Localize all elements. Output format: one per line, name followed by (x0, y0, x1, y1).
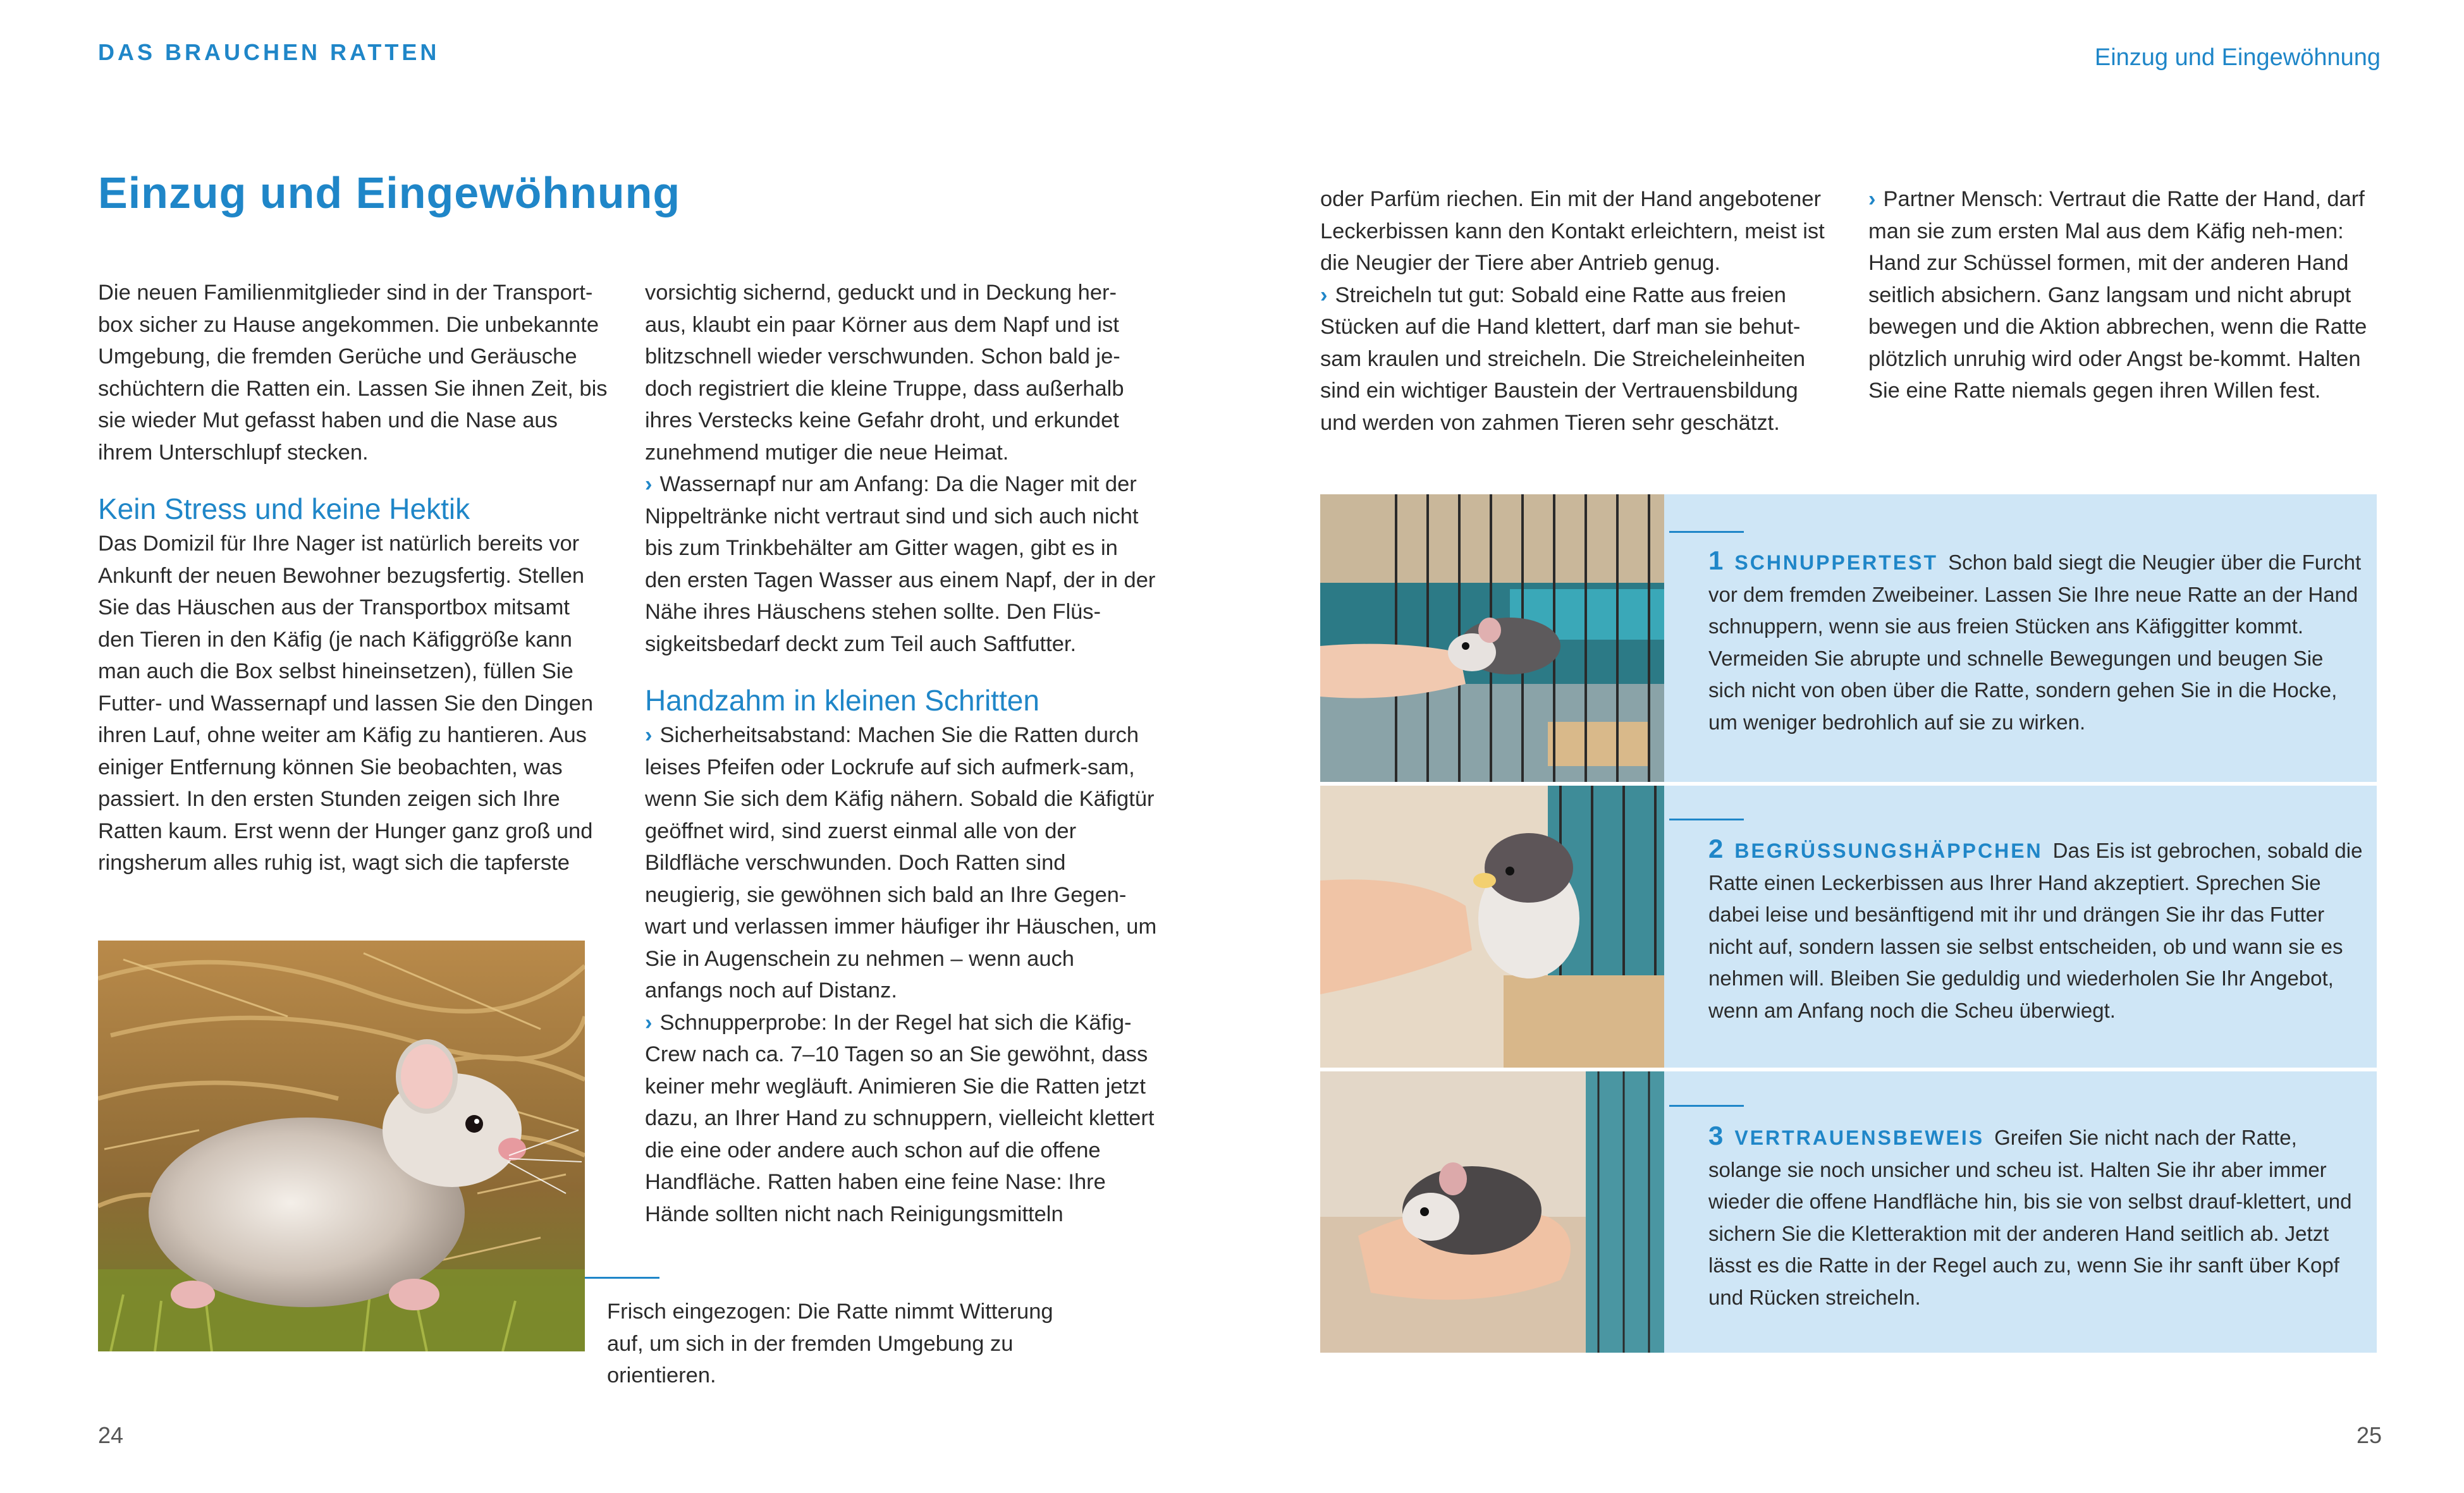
step-3 (1708, 1120, 2366, 1313)
chevron-right-icon: › (1320, 283, 1328, 307)
step-keyword: VERTRAUENSBEWEIS (1734, 1126, 1985, 1149)
step-number: 1 (1708, 545, 1724, 575)
step-rule-1 (1669, 531, 1744, 533)
chevron-right-icon: › (1868, 187, 1876, 211)
column-4 (1868, 183, 2374, 407)
column-1 (98, 277, 609, 879)
chevron-right-icon: › (645, 1010, 653, 1035)
page-title: Einzug und Eingewöhnung (98, 168, 681, 217)
paragraph-sicherheitsabstand: Sicherheitsabstand: Machen Sie die Ratten durch leises Pfeifen oder Lockrufe auf sich aufmerk-sam, wenn Sie sich dem Käfig nähern. Sobald die Käfigtür geöffnet wird, sind zuerst einmal alle von der Bildfläche verschwunden. Doch Ratten sind neugierig, sie gewöhnen sich bald an Ihre Gegen-wart und verlassen immer häufiger ihr Häuschen, um Sie in Augenschein zu nehmen – wenn auch anfangs noch auf Distanz. (645, 723, 1157, 1002)
page-number-left: 24 (98, 1422, 124, 1448)
column-2 (645, 277, 1157, 1230)
paragraph-parfum: oder Parfüm riechen. Ein mit der Hand angebotener Leckerbissen kann den Kontakt erleichtern, meist ist die Neugier der Tiere aber Antrieb genug. (1320, 187, 1825, 275)
step-text: Schon bald siegt die Neugier über die Furcht vor dem fremden Zweibeiner. Lassen Sie Ihre neue Ratte an der Hand schnuppern, wenn sie aus freien Stücken ans Käfiggitter kommt. Vermeiden Sie abrupte und schnelle Bewegungen und beugen Sie sich nicht von oben über die Ratte, sondern gehen Sie in die Hocke, um weniger bedrohlich auf sie zu wirken. (1708, 551, 2362, 734)
column-3 (1320, 183, 1829, 439)
rat-hand-photo (1320, 1071, 1664, 1353)
rat-cage-sniff-photo (1320, 494, 1664, 782)
intro-paragraph: Die neuen Familienmitglieder sind in der Transport-box sicher zu Hause angekommen. Die unbekannte Umgebung, die fremden Gerüche und Geräusche schüchtern die Ratten ein. Lassen Sie ihnen Zeit, bis sie wieder Mut gefasst haben und die Nase aus ihrem Unterschlupf stecken. (98, 281, 608, 465)
section-heading-handzahm: Handzahm in kleinen Schritten (645, 684, 1039, 717)
step-rule-3 (1669, 1105, 1744, 1107)
running-head-right: Einzug und Eingewöhnung (2094, 44, 2381, 71)
step-number: 2 (1708, 834, 1724, 863)
running-head-left: DAS BRAUCHEN RATTEN (98, 39, 440, 65)
step-1 (1708, 545, 2366, 738)
body-paragraph: Das Domizil für Ihre Nager ist natürlich bereits vor Ankunft der neuen Bewohner bezugsfertig. Stellen Sie das Häuschen aus der Transportbox mitsamt den Tieren in den Käfig (je nach Käfiggröße kann man auch die Box selbst hineinsetzen), füllen Sie Futter- und Wassernapf und lassen Sie den Dingen ihren Lauf, ohne weiter am Käfig zu hantieren. Aus einiger Entfernung können Sie beobachten, was passiert. In den ersten Stunden zeigen sich Ihre Ratten kaum. Erst wenn der Hunger ganz groß und ringsherum alles ruhig ist, wagt sich die tapferste (98, 532, 594, 875)
paragraph-wassernapf: Wassernapf nur am Anfang: Da die Nager mit der Nippeltränke nicht vertraut sind und sich auch nicht bis zum Trinkbehälter am Gitter wagen, gibt es in den ersten Tagen Wasser aus einem Napf, der in der Nähe ihres Häuschens stehen sollte. Den Flüs-sigkeitsbedarf deckt zum Teil auch Saftfutter. (645, 472, 1156, 656)
chevron-right-icon: › (645, 723, 653, 747)
step-number: 3 (1708, 1121, 1724, 1150)
step-rule-2 (1669, 819, 1744, 820)
step-text: Greifen Sie nicht nach der Ratte, solange sie noch unsicher und scheu ist. Halten Sie ihr aber immer wieder die offene Handfläche hin, bis sie von selbst drauf-klettert, und sichern Sie die Kletteraktion mit der anderen Hand seitlich ab. Jetzt lässt es die Ratte in der Regel auch zu, wenn Sie ihr sanft über Kopf und Rücken streicheln. (1708, 1126, 2352, 1309)
paragraph-streicheln: Streicheln tut gut: Sobald eine Ratte aus freien Stücken auf die Hand klettert, darf man sie behut-sam kraulen und streicheln. Die Streicheleinheiten sind ein wichtiger Baustein der Vertrauensbildung und werden von zahmen Tieren sehr geschätzt. (1320, 283, 1806, 435)
paragraph-heimat: vorsichtig sichernd, geduckt und in Deckung her-aus, klaubt ein paar Körner aus dem Napf und ist blitzschnell wieder verschwunden. Schon bald je-doch registriert die kleine Truppe, dass außerhalb ihres Verstecks keine Gefahr droht, und erkundet zunehmend mutiger die neue Heimat. (645, 281, 1124, 465)
step-keyword: BEGRÜSSUNGSHÄPPCHEN (1734, 839, 2043, 862)
chevron-right-icon: › (645, 472, 653, 496)
caption-rule (585, 1277, 659, 1279)
step-2 (1708, 833, 2366, 1027)
section-heading-stress: Kein Stress und keine Hektik (98, 492, 470, 525)
rat-hay-photo (98, 941, 585, 1351)
rat-treat-photo (1320, 786, 1664, 1068)
page-number-right: 25 (2356, 1422, 2382, 1448)
photo-caption: Frisch eingezogen: Die Ratte nimmt Witterung auf, um sich in der fremden Umgebung zu orientieren. (607, 1300, 1053, 1387)
step-keyword: SCHNUPPERTEST (1734, 551, 1939, 574)
paragraph-partner-mensch: Partner Mensch: Vertraut die Ratte der Hand, darf man sie zum ersten Mal aus dem Käfig neh-men: Hand zur Schüssel formen, mit der anderen Hand seitlich absichern. Ganz langsam und nicht abrupt bewegen und die Aktion abbrechen, wenn die Ratte plötzlich unruhig wird oder Angst be-kommt. Halten Sie eine Ratte niemals gegen ihren Willen fest. (1868, 187, 2367, 403)
step-text: Das Eis ist gebrochen, sobald die Ratte einen Leckerbissen aus Ihrer Hand akzeptiert. Sprechen Sie dabei leise und besänftigend mit ihr und drängen Sie ihr das Futter nicht auf, sondern lassen sie selbst entscheiden, ob und wann sie es nehmen will. Bleiben Sie geduldig und wiederholen Sie Ihr Angebot, wenn am Anfang noch die Scheu überwiegt. (1708, 839, 2363, 1022)
paragraph-schnupperprobe: Schnupperprobe: In der Regel hat sich die Käfig-Crew nach ca. 7–10 Tagen so an Sie gewöhnt, dass keiner mehr wegläuft. Animieren Sie die Ratten jetzt dazu, an Ihrer Hand zu schnuppern, vielleicht klettert die eine oder andere auch schon auf die offene Handfläche. Ratten haben eine feine Nase: Ihre Hände sollten nicht nach Reinigungsmitteln (645, 1010, 1155, 1226)
